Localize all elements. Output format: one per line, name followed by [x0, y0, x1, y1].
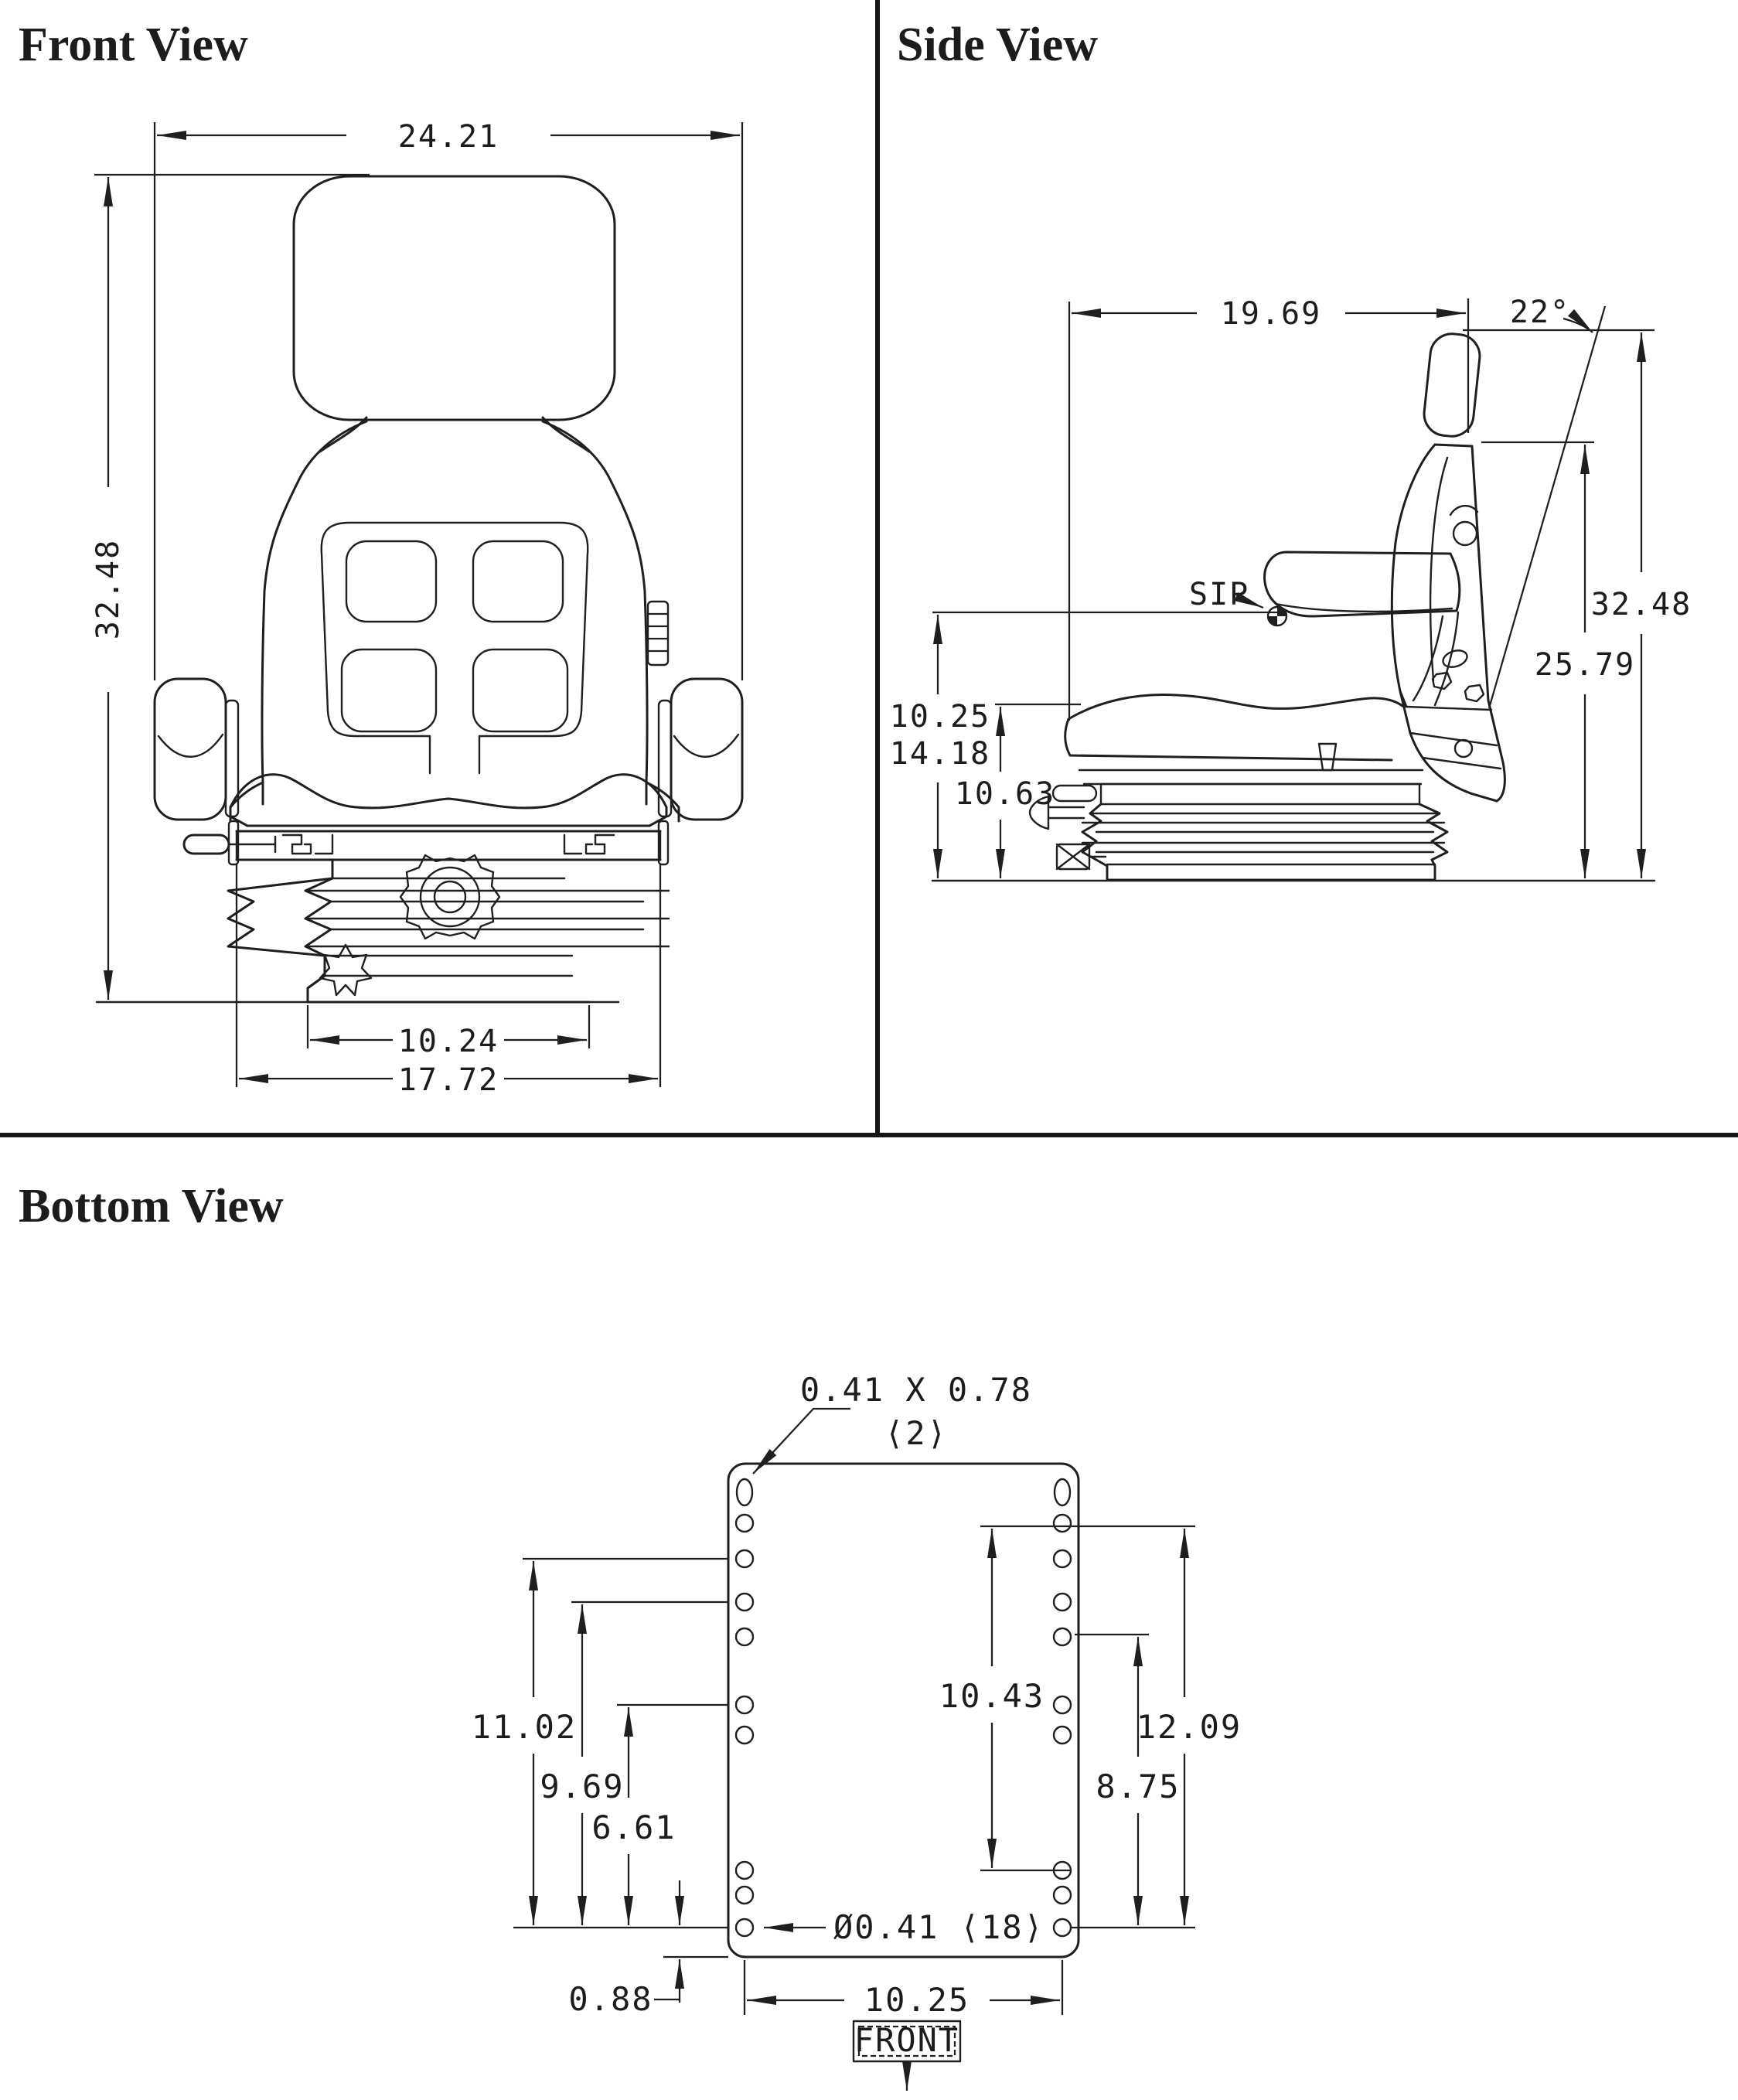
svg-text:14.18: 14.18 — [889, 736, 991, 772]
backrest-seam — [1430, 458, 1447, 680]
dim-side-seat-height — [890, 612, 1277, 878]
svg-text:FRONT: FRONT — [854, 2021, 960, 2059]
callout-hole-diameter — [764, 1908, 1045, 1946]
quilt-panel-bottom-left — [342, 649, 436, 731]
svg-text:32.48: 32.48 — [90, 538, 126, 640]
headrest-side — [1422, 332, 1481, 438]
mounting-holes — [736, 1515, 1071, 1936]
headrest-neck-right — [543, 418, 589, 452]
dim-front-rail-width — [237, 864, 660, 1098]
svg-text:10.25: 10.25 — [889, 699, 991, 735]
svg-text:8.75: 8.75 — [1096, 1768, 1181, 1805]
svg-text:0.41 X 0.78: 0.41 X 0.78 — [799, 1371, 1033, 1409]
svg-text:19.69: 19.69 — [1220, 296, 1322, 332]
svg-text:10.43: 10.43 — [939, 1677, 1045, 1715]
svg-text:12.09: 12.09 — [1136, 1708, 1242, 1746]
weight-adjust-knob-icon — [400, 855, 499, 939]
quilt-panel-top-left — [346, 541, 436, 622]
front-view-title: Front View — [19, 19, 248, 71]
svg-text:10.25: 10.25 — [864, 1981, 970, 2019]
svg-text:11.02: 11.02 — [471, 1708, 578, 1746]
svg-text:6.61: 6.61 — [591, 1809, 676, 1846]
dim-bottom-right-chain — [939, 1526, 1242, 1928]
svg-text:⟨2⟩: ⟨2⟩ — [884, 1414, 948, 1452]
svg-text:24.21: 24.21 — [397, 119, 499, 155]
headrest-front — [294, 176, 615, 420]
svg-text:9.69: 9.69 — [540, 1768, 625, 1805]
svg-text:25.79: 25.79 — [1534, 647, 1636, 683]
callout-slot-size — [753, 1371, 1032, 1474]
bottom-view-drawing — [472, 1371, 1242, 2091]
headrest-neck-left — [320, 418, 366, 452]
star-knob-icon — [320, 945, 371, 995]
backrest-lower-flare — [230, 782, 679, 821]
svg-text:22°: 22° — [1509, 295, 1571, 330]
dim-side-backrest-angle — [1489, 295, 1605, 708]
cushion-top-front — [230, 775, 666, 808]
backrest-front — [262, 421, 647, 804]
svg-text:32.48: 32.48 — [1590, 587, 1692, 622]
dim-front-overall-height — [90, 175, 370, 1000]
quilt-panel-top-right — [473, 541, 563, 622]
sip-label: SIP — [1189, 577, 1250, 612]
lumbar-knob-icon — [648, 602, 668, 665]
mounting-slot — [737, 1479, 752, 1505]
mounting-slot — [1055, 1479, 1070, 1505]
cushion-base-front — [230, 807, 666, 826]
quilt-outer-seam — [322, 523, 588, 773]
front-direction-marker — [854, 2021, 960, 2091]
front-view-drawing — [90, 119, 742, 1098]
recliner-pivot-icon — [1453, 522, 1477, 545]
recliner-curl-icon — [1450, 506, 1477, 515]
svg-text:Ø0.41 ⟨18⟩: Ø0.41 ⟨18⟩ — [833, 1908, 1045, 1946]
svg-text:17.72: 17.72 — [397, 1062, 499, 1098]
dim-side-overall-height — [1463, 330, 1692, 878]
dim-bottom-left-chain — [472, 1559, 728, 2018]
seat-rails-side — [1079, 744, 1423, 784]
side-view-drawing — [890, 295, 1692, 881]
dim-front-overall-width — [155, 119, 742, 680]
sip-marker — [1189, 577, 1286, 626]
cushion-side — [1065, 694, 1402, 760]
bottom-view-title: Bottom View — [19, 1180, 284, 1232]
svg-text:10.63: 10.63 — [954, 776, 1056, 812]
armrest-right — [659, 679, 742, 864]
svg-text:0.88: 0.88 — [568, 1980, 653, 2018]
dim-front-base-width — [308, 1005, 589, 1059]
seat-rails-front — [237, 831, 660, 860]
dim-side-backrest-height — [1481, 442, 1635, 878]
dim-side-seat-depth — [1069, 296, 1468, 721]
quilt-panel-bottom-right — [473, 649, 567, 731]
recliner-bracket — [1400, 648, 1505, 801]
dim-bottom-mount-width — [745, 1960, 1062, 2019]
svg-text:10.24: 10.24 — [397, 1024, 499, 1059]
side-view-title: Side View — [897, 19, 1099, 71]
suspension-side — [1030, 784, 1447, 880]
